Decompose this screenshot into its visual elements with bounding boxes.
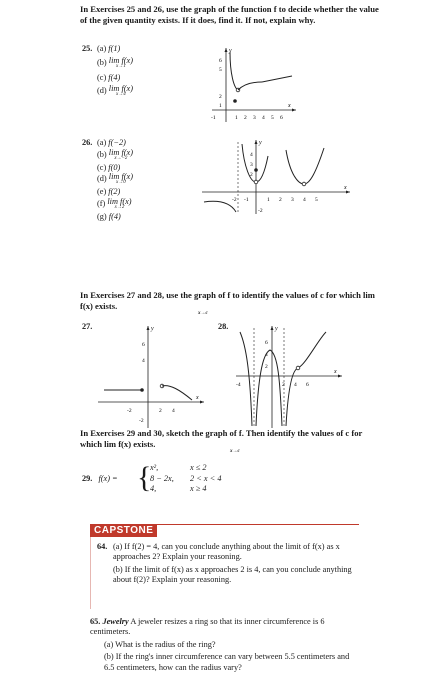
part-label: (a) — [97, 44, 107, 53]
exercise-25-parts — [97, 44, 133, 97]
part-label: (e) — [97, 187, 107, 197]
x-tick-label: 1 — [235, 115, 238, 121]
case-expression: 4, — [150, 484, 157, 494]
exercise-65-part-b: (b) If the ring's inner circumference can vary between 5.5 centimeters and 6.5 centimeters, how can the radius vary? — [104, 652, 350, 672]
x-axis-label: x — [344, 185, 347, 191]
y-axis-arrow — [255, 140, 258, 144]
capstone-part-a-text: (a) If f(2) = 4, can you conclude anything about the limit of f(x) as x approaches 2? Explain your reasoning. — [113, 542, 340, 562]
part-expression: lim f(x) — [108, 172, 133, 182]
x-tick-label: 4 — [303, 197, 306, 203]
exercises-27-28-instructions — [80, 290, 380, 316]
exercise-text: A jeweler resizes a ring so that its inner circumference is 6 centimeters. — [90, 617, 325, 637]
exercise-29 — [82, 474, 118, 485]
exercise-65 — [90, 617, 358, 673]
case-expression: 8 − 2x, — [150, 473, 174, 483]
exercise-number: 64. — [97, 542, 108, 551]
case-row — [150, 463, 221, 474]
part-expression: lim f(x) — [108, 147, 133, 157]
exercise-25-graph — [208, 44, 300, 124]
part-label: (c) — [97, 162, 107, 172]
x-tick-label: 2 — [279, 197, 282, 203]
x-tick-label: 4 — [172, 408, 175, 414]
x-tick-label: -2 — [127, 408, 132, 414]
x-tick-label: 2 — [159, 408, 162, 414]
y-tick-label: 2 — [250, 172, 253, 178]
y-axis-label: y — [275, 326, 278, 332]
y-axis-arrow — [225, 48, 228, 52]
x-axis-arrow — [200, 401, 204, 404]
y-tick-label: 6 — [265, 340, 268, 346]
part-d — [97, 174, 133, 185]
x-axis-label: x — [196, 395, 199, 401]
x-tick-label: 2 — [244, 115, 247, 121]
exercise-number-27: 27. — [82, 322, 93, 331]
x-axis-arrow — [338, 375, 342, 378]
curve-middle-branch — [242, 144, 268, 182]
exercise-25 — [82, 44, 92, 55]
part-b — [97, 147, 133, 161]
exercise-26 — [82, 138, 92, 149]
y-axis-arrow — [271, 326, 274, 330]
y-tick-label: 5 — [219, 67, 222, 73]
x-tick-label: 3 — [291, 197, 294, 203]
part-b — [97, 55, 133, 69]
y-axis-label: y — [259, 140, 262, 146]
curve-middle-branch — [256, 350, 282, 426]
curve-middle-branch — [238, 82, 262, 90]
y-tick-label: 4 — [250, 152, 253, 158]
filled-point — [140, 388, 144, 392]
part-g — [97, 212, 133, 223]
part-expression: f(1) — [108, 44, 121, 53]
y-tick-label: 6 — [142, 342, 145, 348]
exercise-65-part-a: (a) What is the radius of the ring? — [104, 639, 216, 649]
curve-left-branch — [230, 52, 238, 90]
exercises-29-30-instructions — [80, 428, 380, 454]
curve-right-branch — [286, 148, 324, 184]
limit-subscript: x→2 — [114, 204, 125, 210]
exercise-number: 25. — [82, 44, 93, 53]
curve-right-branch — [162, 386, 192, 400]
open-point — [296, 366, 300, 370]
instruction-text: In Exercises 29 and 30, sketch the graph of f. Then identify the values of c for which lim f(x) exists. — [80, 428, 363, 449]
y-tick-label: 4 — [142, 358, 145, 364]
limit-subscript: x→1 — [116, 63, 126, 69]
y-tick-label: 6 — [219, 58, 222, 64]
part-label: (b) — [97, 149, 107, 159]
x-tick-label: -4 — [236, 382, 241, 388]
case-condition: x ≤ 2 — [190, 463, 207, 472]
piecewise-cases — [150, 463, 221, 495]
part-label: (c) — [97, 72, 107, 82]
y-tick-label: -2 — [139, 418, 144, 424]
x-tick-label: -1 — [244, 197, 249, 203]
exercise-number: 65. — [90, 617, 101, 626]
exercise-number: 29. — [82, 474, 93, 483]
instruction-text: In Exercises 27 and 28, use the graph of f to identify the values of c for which lim f(x) exists. — [80, 290, 375, 311]
exercise-65-stem — [90, 617, 358, 638]
case-row — [150, 484, 221, 495]
part-expression: f(−2) — [108, 138, 126, 147]
part-d — [97, 86, 133, 97]
x-tick-label: 5 — [271, 115, 274, 121]
case-expression: x², — [150, 463, 159, 472]
exercise-26-parts — [97, 138, 133, 222]
capstone-question — [97, 542, 355, 586]
exercise-28-graph — [232, 320, 346, 432]
x-tick-label: 6 — [280, 115, 283, 121]
piecewise-brace: { — [137, 461, 152, 494]
part-label: (g) — [97, 211, 107, 221]
part-label: (b) — [97, 57, 107, 67]
capstone-part-a — [97, 542, 355, 563]
exercise-number: 26. — [82, 138, 93, 147]
capstone-part-b-text: (b) If the limit of f(x) as x approaches 2 is 4, can you conclude anything about f(2)? Explain your reasoning. — [113, 564, 352, 585]
part-c — [97, 73, 133, 84]
part-expression: f(4) — [108, 211, 121, 221]
case-condition: x ≥ 4 — [190, 484, 207, 494]
case-condition: 2 < x < 4 — [190, 473, 222, 483]
y-tick-label: -2 — [258, 208, 263, 214]
x-tick-label: 1 — [267, 197, 270, 203]
part-expression: f(4) — [108, 72, 121, 82]
x-tick-label: 6 — [306, 382, 309, 388]
part-expression: f(0) — [108, 162, 121, 172]
part-expression: lim f(x) — [108, 55, 133, 65]
y-tick-label: 4 — [265, 352, 268, 358]
part-expression: lim f(x) — [108, 84, 133, 94]
y-tick-label: 1 — [219, 103, 222, 109]
exercise-27-graph — [94, 320, 208, 432]
exercises-25-26-instructions: In Exercises 25 and 26, use the graph of the function f to decide whether the value of the given quantity exists. If it does, find it. If not, explain why. — [80, 4, 379, 25]
y-tick-label: 2 — [219, 94, 222, 100]
x-axis-label: x — [334, 369, 337, 375]
x-tick-label: 3 — [253, 115, 256, 121]
curve-left-branch — [240, 332, 252, 426]
filled-point — [233, 99, 237, 103]
open-point — [254, 180, 258, 184]
x-tick-label: 4 — [294, 382, 297, 388]
capstone-part-b — [97, 565, 355, 586]
part-label: (d) — [97, 174, 107, 184]
filled-point — [254, 168, 258, 172]
x-axis-arrow — [292, 109, 296, 112]
x-tick-label: -2 — [232, 197, 237, 203]
part-expression: lim f(x) — [107, 196, 132, 206]
part-label: (f) — [97, 198, 106, 208]
case-row — [150, 474, 221, 485]
capstone-tag: CAPSTONE — [90, 524, 157, 537]
y-axis-label: y — [151, 326, 154, 332]
y-tick-label: 3 — [250, 162, 253, 168]
part-f — [97, 196, 133, 210]
part-expression: f(2) — [108, 187, 121, 197]
y-axis-label: y — [229, 48, 232, 54]
x-tick-label: 4 — [262, 115, 265, 121]
exercise-26-graph — [198, 136, 354, 216]
y-axis-arrow — [147, 326, 150, 330]
exercise-number-28: 28. — [218, 322, 229, 331]
limit-subscript: x→0 — [116, 180, 126, 186]
x-tick-label: -1 — [211, 115, 216, 121]
x-tick-label: 5 — [315, 197, 318, 203]
limit-subscript: x→c — [198, 311, 208, 316]
y-tick-label: 2 — [265, 364, 268, 370]
part-label: (d) — [97, 86, 107, 96]
exercise-title: Jewelry — [102, 617, 129, 626]
open-point — [302, 182, 306, 186]
part-a — [97, 44, 133, 55]
limit-subscript: x→c — [230, 449, 240, 454]
limit-subscript: x→−2 — [114, 155, 128, 161]
x-axis-label: x — [288, 103, 291, 109]
function-name: f(x) = — [98, 474, 118, 483]
x-tick-label: 2 — [282, 382, 285, 388]
part-label: (a) — [97, 138, 107, 147]
curve-right-branch — [286, 332, 326, 426]
limit-subscript: x→4 — [116, 92, 126, 98]
curve-right-branch — [262, 76, 292, 82]
